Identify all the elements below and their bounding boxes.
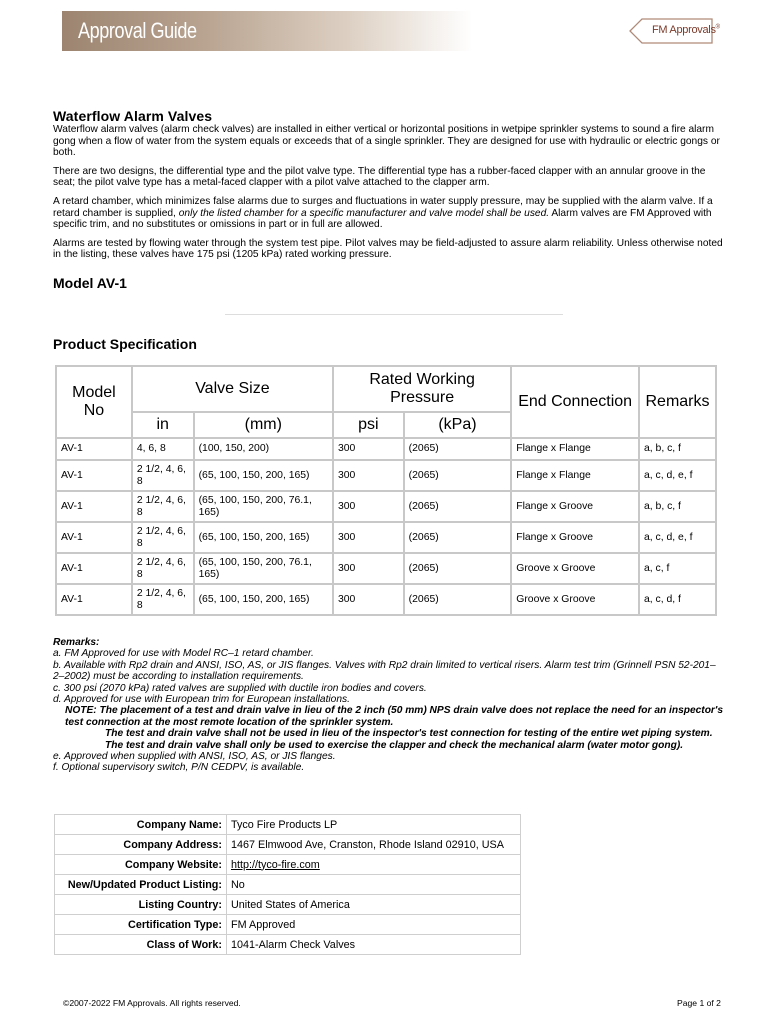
cell-mm: (65, 100, 150, 200, 165) <box>194 584 333 615</box>
divider <box>225 314 563 315</box>
intro-paragraph-3 <box>53 196 723 231</box>
cell-end: Flange x Groove <box>511 522 639 553</box>
footer-copyright: ©2007-2022 FM Approvals. All rights reserved. <box>63 998 241 1008</box>
banner-title: Approval Guide <box>78 18 197 43</box>
company-value: 1467 Elmwood Ave, Cranston, Rhode Island 02910, USA <box>227 835 521 855</box>
company-row <box>55 855 521 875</box>
cell-model: AV-1 <box>56 460 132 491</box>
remark-b: b. Available with Rp2 drain and ANSI, ISO, AS, or JIS flanges. Valves with Rp2 drain limited to vertical risers. Alarm test trim (Grinnell PSN 52-201–2–2002) must be according to installation requirements. <box>53 659 716 683</box>
cell-model: AV-1 <box>56 522 132 553</box>
company-value: 1041-Alarm Check Valves <box>227 935 521 955</box>
section-title: Waterflow Alarm Valves <box>53 108 213 124</box>
fm-approvals-logo <box>628 14 720 48</box>
header-in: in <box>132 412 194 438</box>
table-row <box>56 553 716 584</box>
header-remarks: Remarks <box>639 366 716 438</box>
logo-mark: ® <box>715 24 720 31</box>
cell-in: 4, 6, 8 <box>132 438 194 460</box>
company-website-link[interactable]: http://tyco-fire.com <box>231 858 320 871</box>
retard-text-after: Alarm valves are FM Approved with specific trim, and no substitutes or omissions in part or in full are allowed. <box>53 207 712 231</box>
header-kpa: (kPa) <box>404 412 512 438</box>
remark-a: a. FM Approved for use with Model RC–1 retard chamber. <box>53 648 314 660</box>
cell-mm: (100, 150, 200) <box>194 438 333 460</box>
company-label: Class of Work: <box>55 935 227 955</box>
cell-psi: 300 <box>333 491 404 522</box>
company-label: Company Website: <box>55 855 227 875</box>
logo-text: FM Approvals <box>652 24 716 36</box>
cell-kpa: (2065) <box>404 553 512 584</box>
cell-in: 2 1/2, 4, 6, 8 <box>132 460 194 491</box>
cell-psi: 300 <box>333 460 404 491</box>
cell-end: Groove x Groove <box>511 553 639 584</box>
cell-end: Flange x Flange <box>511 438 639 460</box>
retard-text-italic: only the listed chamber for a specific manufacturer and valve model shall be used. <box>178 207 550 219</box>
cell-model: AV-1 <box>56 491 132 522</box>
remarks-section <box>53 637 725 774</box>
spec-title: Product Specification <box>53 336 197 352</box>
cell-remarks: a, c, d, e, f <box>639 460 716 491</box>
cell-in: 2 1/2, 4, 6, 8 <box>132 553 194 584</box>
company-label: Company Name: <box>55 815 227 835</box>
product-spec-table <box>55 365 717 616</box>
cell-in: 2 1/2, 4, 6, 8 <box>132 491 194 522</box>
company-row <box>55 915 521 935</box>
remark-c: c. 300 psi (2070 kPa) rated valves are supplied with ductile iron bodies and covers. <box>53 682 427 694</box>
table-row <box>56 460 716 491</box>
remark-f: f. Optional supervisory switch, P/N CEDPV, is available. <box>53 762 305 774</box>
cell-end: Groove x Groove <box>511 584 639 615</box>
cell-kpa: (2065) <box>404 438 512 460</box>
retard-text-before: A retard chamber, which minimizes false alarms due to surges and fluctuations in water supply pressure, may be supplied with the alarm valve. If a retard chamber is supplied, <box>53 195 713 219</box>
cell-end: Flange x Groove <box>511 491 639 522</box>
cell-end: Flange x Flange <box>511 460 639 491</box>
company-info-table <box>54 814 521 955</box>
header-banner <box>62 11 472 51</box>
company-value: Tyco Fire Products LP <box>227 815 521 835</box>
cell-psi: 300 <box>333 438 404 460</box>
remark-note-3: The test and drain valve shall only be used to exercise the clapper and check the mechanical alarm (water motor gong). <box>105 739 684 751</box>
cell-mm: (65, 100, 150, 200, 165) <box>194 522 333 553</box>
model-title: Model AV-1 <box>53 274 127 291</box>
table-row <box>56 522 716 553</box>
cell-psi: 300 <box>333 584 404 615</box>
remark-note-2: The test and drain valve shall not be used in lieu of the inspector's test connection for testing of the entire wet piping system. <box>105 728 713 740</box>
cell-psi: 300 <box>333 553 404 584</box>
remark-note-1: NOTE: The placement of a test and drain valve in lieu of the 2 inch (50 mm) NPS drain valve does not replace the need for an inspector's test connection at the most remote location of the sprinkler system. <box>65 705 723 728</box>
cell-remarks: a, b, c, f <box>639 438 716 460</box>
company-label: New/Updated Product Listing: <box>55 875 227 895</box>
table-row <box>56 438 716 460</box>
cell-in: 2 1/2, 4, 6, 8 <box>132 522 194 553</box>
header-mm: (mm) <box>194 412 333 438</box>
cell-in: 2 1/2, 4, 6, 8 <box>132 584 194 615</box>
company-row <box>55 935 521 955</box>
table-row <box>56 584 716 615</box>
header-end-connection: End Connection <box>511 366 639 438</box>
cell-remarks: a, c, d, e, f <box>639 522 716 553</box>
intro-paragraph-1: Waterflow alarm valves (alarm check valves) are installed in either vertical or horizontal positions in wetpipe sprinkler systems to sound a fire alarm gong when a flow of water from the system equals or exceeds that of a single sprinkler. They are designed for use with hydraulic or electric gongs or both. <box>53 124 720 159</box>
company-value: FM Approved <box>227 915 521 935</box>
intro-paragraph-4: Alarms are tested by flowing water through the system test pipe. Pilot valves may be field-adjusted to assure alarm reliability. Unless otherwise noted in the listing, these valves have 175 psi (1205 kPa) rated working pressure. <box>53 237 723 261</box>
cell-model: AV-1 <box>56 438 132 460</box>
cell-remarks: a, c, f <box>639 553 716 584</box>
company-row <box>55 875 521 895</box>
remark-e: e. Approved when supplied with ANSI, ISO, AS, or JIS flanges. <box>53 751 336 763</box>
company-label: Company Address: <box>55 835 227 855</box>
cell-mm: (65, 100, 150, 200, 76.1, 165) <box>194 491 333 522</box>
intro-paragraph-2: There are two designs, the differential type and the pilot valve type. The differential type has a rubber-faced clapper with an annular groove in the seat; the pilot valve type has a metal-faced clapper with a pilot valve attached to the clapper arm. <box>53 165 706 189</box>
cell-kpa: (2065) <box>404 460 512 491</box>
table-row <box>56 491 716 522</box>
header-rated-pressure: Rated Working Pressure <box>333 366 511 412</box>
cell-remarks: a, c, d, f <box>639 584 716 615</box>
company-label: Listing Country: <box>55 895 227 915</box>
company-value: No <box>227 875 521 895</box>
company-row <box>55 815 521 835</box>
cell-kpa: (2065) <box>404 491 512 522</box>
intro-section <box>53 108 723 291</box>
header-psi: psi <box>333 412 404 438</box>
company-row <box>55 895 521 915</box>
footer-page-number: Page 1 of 2 <box>677 998 721 1008</box>
cell-kpa: (2065) <box>404 584 512 615</box>
cell-mm: (65, 100, 150, 200, 76.1, 165) <box>194 553 333 584</box>
remark-d: d. Approved for use with European trim for European installations. <box>53 694 350 706</box>
header-model-no: Model No <box>56 366 132 438</box>
remarks-heading: Remarks: <box>53 637 100 648</box>
company-row <box>55 835 521 855</box>
header-valve-size: Valve Size <box>132 366 333 412</box>
company-value: United States of America <box>227 895 521 915</box>
cell-model: AV-1 <box>56 553 132 584</box>
cell-psi: 300 <box>333 522 404 553</box>
company-label: Certification Type: <box>55 915 227 935</box>
cell-kpa: (2065) <box>404 522 512 553</box>
cell-model: AV-1 <box>56 584 132 615</box>
cell-mm: (65, 100, 150, 200, 165) <box>194 460 333 491</box>
cell-remarks: a, b, c, f <box>639 491 716 522</box>
